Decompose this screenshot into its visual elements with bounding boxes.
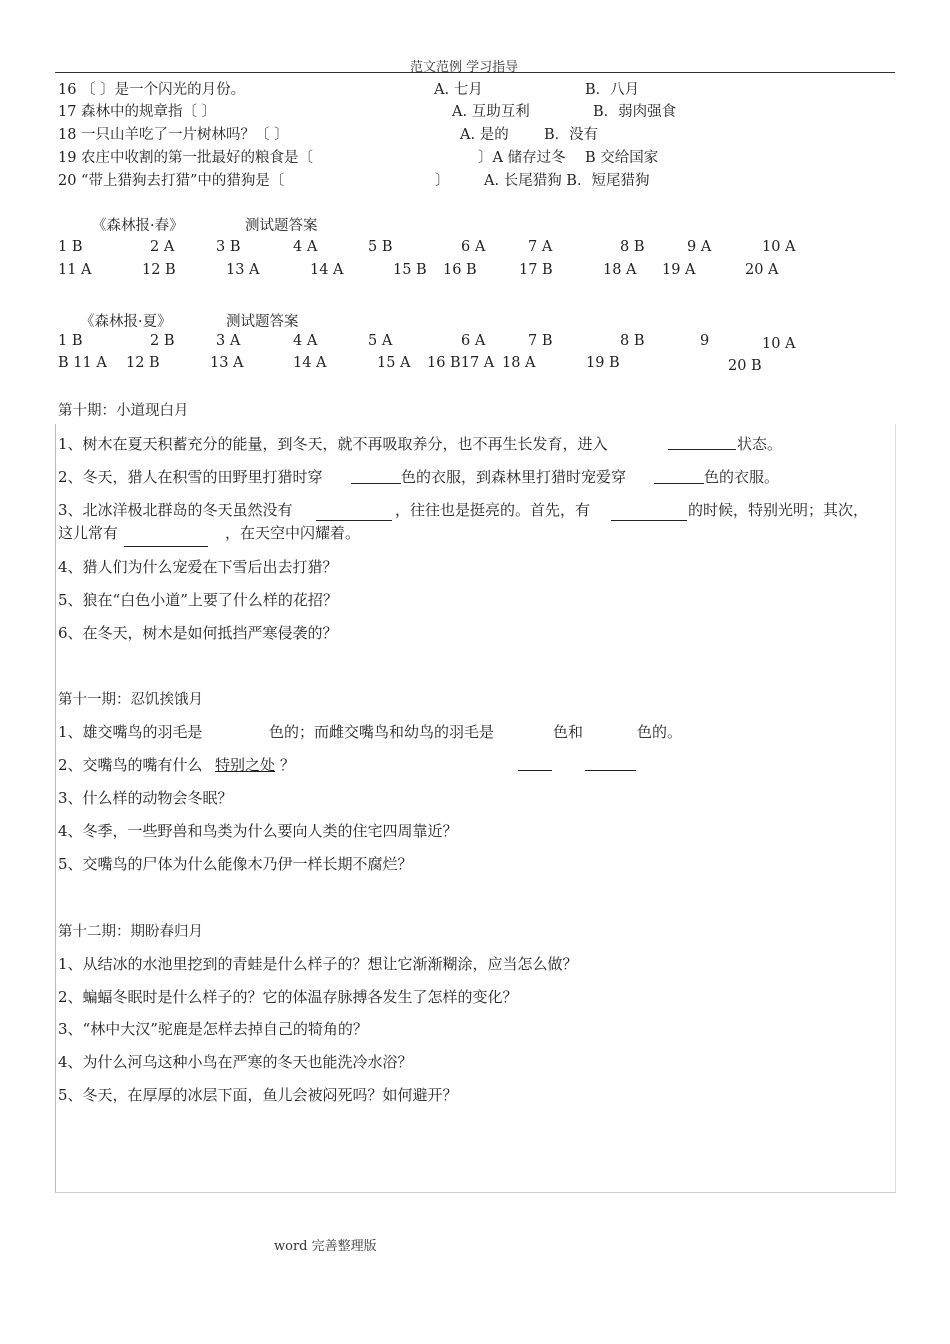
answer-item: 18 A [603, 262, 637, 278]
answer-blank [654, 483, 704, 484]
answer-item: 1 B [58, 239, 83, 255]
quiz-option-a-17: A. 互助互利 [452, 104, 530, 120]
quiz-question-20: 20 “带上猎狗去打猎”中的猎狗是〔 [58, 173, 285, 189]
answer-item: 15 B [393, 262, 427, 278]
summer-answers-subtitle: 测试题答案 [226, 314, 299, 330]
answer-item: 13 A [226, 262, 260, 278]
answer-item: 19 B [586, 355, 620, 371]
answer-item: 11 A [58, 262, 92, 278]
answer-item: 6 A [461, 333, 486, 349]
answer-item: 1 B [58, 333, 83, 349]
answer-item: 9 A [687, 239, 712, 255]
s10-q3-line2: 这儿常有 [58, 524, 119, 542]
s10-q3-mid: ，往往也是挺亮的。首先，有 [395, 501, 591, 519]
answer-item: 17 B [519, 262, 553, 278]
s12-q2: 2、蝙蝠冬眠时是什么样子的？它的体温存脉搏各发生了怎样的变化？ [58, 988, 518, 1006]
s10-q4: 4、猎人们为什么宠爱在下雪后出去打猎？ [58, 558, 338, 576]
quiz-question-17: 17 森林中的规章指〔 〕 [58, 104, 217, 120]
answer-item: 20 A [745, 262, 779, 278]
s11-q2-underlined: 特别之处 [215, 756, 276, 774]
s10-q1-suffix: 状态。 [737, 435, 783, 453]
s11-q2-suffix: ？ [280, 756, 296, 774]
answer-item: 14 A [310, 262, 344, 278]
s11-q1-suffix: 色的。 [637, 723, 683, 741]
answer-item: 10 A [762, 239, 796, 255]
quiz-option-a-16: A. 七月 [434, 82, 483, 98]
answer-item: 8 B [620, 333, 645, 349]
questions-box [55, 424, 896, 1193]
answer-item: 3 B [216, 239, 241, 255]
s10-q3-suffix: ，在天空中闪耀着。 [225, 524, 361, 542]
answer-item: 2 A [150, 239, 175, 255]
quiz-question-19: 19 农庄中收割的第一批最好的粮食是〔 [58, 150, 314, 166]
section-11-title: 第十一期：忍饥挨饿月 [58, 692, 203, 708]
answer-item: 12 B [142, 262, 176, 278]
quiz-option-a-19: 〕A 储存过冬 [478, 150, 566, 166]
s11-q2-text: 2、交嘴鸟的嘴有什么 [58, 756, 203, 774]
quiz-question-18: 18 一只山羊吃了一片树林吗？〔 〕 [58, 127, 289, 143]
answer-item: 7 A [528, 239, 553, 255]
answer-blank [518, 770, 552, 771]
answer-item: 10 A [762, 336, 796, 352]
answer-item: 18 A [502, 355, 536, 371]
answer-item: 2 B [150, 333, 175, 349]
page-header-title: 范文范例 学习指导 [410, 60, 519, 75]
quiz-option-a-18: A. 是的 [460, 127, 509, 143]
quiz-option-b-17: B．弱肉强食 [593, 104, 677, 120]
answer-item: 7 B [528, 333, 553, 349]
quiz-options-20: A. 长尾猎狗 B．短尾猎狗 [484, 173, 650, 189]
answer-item: 15 A [377, 355, 411, 371]
header-rule [55, 72, 895, 73]
quiz-question-16: 16 〔 〕是一个闪光的月份。 [58, 82, 246, 98]
answer-item: 16 B [443, 262, 477, 278]
s12-q3: 3、“林中大汉”驼鹿是怎样去掉自己的犄角的？ [58, 1020, 368, 1038]
answer-blank [316, 520, 392, 521]
s10-q3-text: 3、北冰洋极北群岛的冬天虽然没有 [58, 501, 293, 519]
answer-item: 13 A [210, 355, 244, 371]
answer-item: 19 A [662, 262, 696, 278]
answer-item: 4 A [293, 239, 318, 255]
spring-answers-title: 《森林报·春》 [92, 218, 184, 234]
s10-q1-text: 1、树木在夏天积蓄充分的能量，到冬天，就不再吸取养分，也不再生长发育，进入 [58, 435, 608, 453]
answer-item: 14 A [293, 355, 327, 371]
s10-q3-cont: 的时候，特别光明；其次， [688, 501, 869, 519]
page-footer: word 完善整理版 [274, 1239, 377, 1254]
answer-item: 4 A [293, 333, 318, 349]
s11-q1-color: 色和 [553, 723, 584, 741]
answer-blank [124, 546, 208, 547]
answer-item: 3 A [216, 333, 241, 349]
answer-item: 6 A [461, 239, 486, 255]
s12-q1: 1、从结冰的水池里挖到的青蛙是什么样子的？想让它渐渐糊涂，应当怎么做？ [58, 955, 578, 973]
quiz-option-b-18: B．没有 [544, 127, 599, 143]
quiz-option-b-19: B 交给国家 [585, 150, 659, 166]
s10-q2-mid: 色的衣服，到森林里打猎时宠爱穿 [401, 468, 627, 486]
s11-q3: 3、什么样的动物会冬眠？ [58, 789, 233, 807]
section-12-title: 第十二期：期盼春归月 [58, 924, 203, 940]
quiz-option-b-16: B．八月 [585, 82, 640, 98]
answer-item: 20 B [728, 358, 762, 374]
answer-blank [668, 449, 736, 450]
answer-blank [611, 520, 687, 521]
s11-q4: 4、冬季，一些野兽和鸟类为什么要向人类的住宅四周靠近？ [58, 822, 458, 840]
s10-q2-text: 2、冬天，猎人在积雪的田野里打猎时穿 [58, 468, 323, 486]
s11-q1-mid: 色的；而雌交嘴鸟和幼鸟的羽毛是 [269, 723, 495, 741]
answer-blank [351, 483, 401, 484]
answer-item: 9 [700, 333, 710, 349]
s12-q4: 4、为什么河乌这种小鸟在严寒的冬天也能洗冷水浴？ [58, 1053, 413, 1071]
answer-item: 8 B [620, 239, 645, 255]
s11-q5: 5、交嘴鸟的尸体为什么能像木乃伊一样长期不腐烂？ [58, 855, 413, 873]
quiz-bracket-20: 〕 [435, 173, 450, 189]
s10-q6: 6、在冬天，树木是如何抵挡严寒侵袭的？ [58, 624, 338, 642]
answer-item: B 11 A [58, 355, 107, 371]
s12-q5: 5、冬天，在厚厚的冰层下面，鱼儿会被闷死吗？如何避开？ [58, 1086, 458, 1104]
section-10-title: 第十期：小道现白月 [58, 403, 189, 419]
answer-item: 16 B17 A [427, 355, 495, 371]
answer-blank [585, 770, 636, 771]
answer-item: 5 B [368, 239, 393, 255]
answer-item: 12 B [126, 355, 160, 371]
s10-q2-suffix: 色的衣服。 [704, 468, 780, 486]
summer-answers-title: 《森林报·夏》 [80, 314, 172, 330]
s10-q5: 5、狼在“白色小道”上要了什么样的花招？ [58, 591, 338, 609]
spring-answers-subtitle: 测试题答案 [245, 218, 318, 234]
answer-item: 5 A [368, 333, 393, 349]
s11-q1-text: 1、雄交嘴鸟的羽毛是 [58, 723, 203, 741]
